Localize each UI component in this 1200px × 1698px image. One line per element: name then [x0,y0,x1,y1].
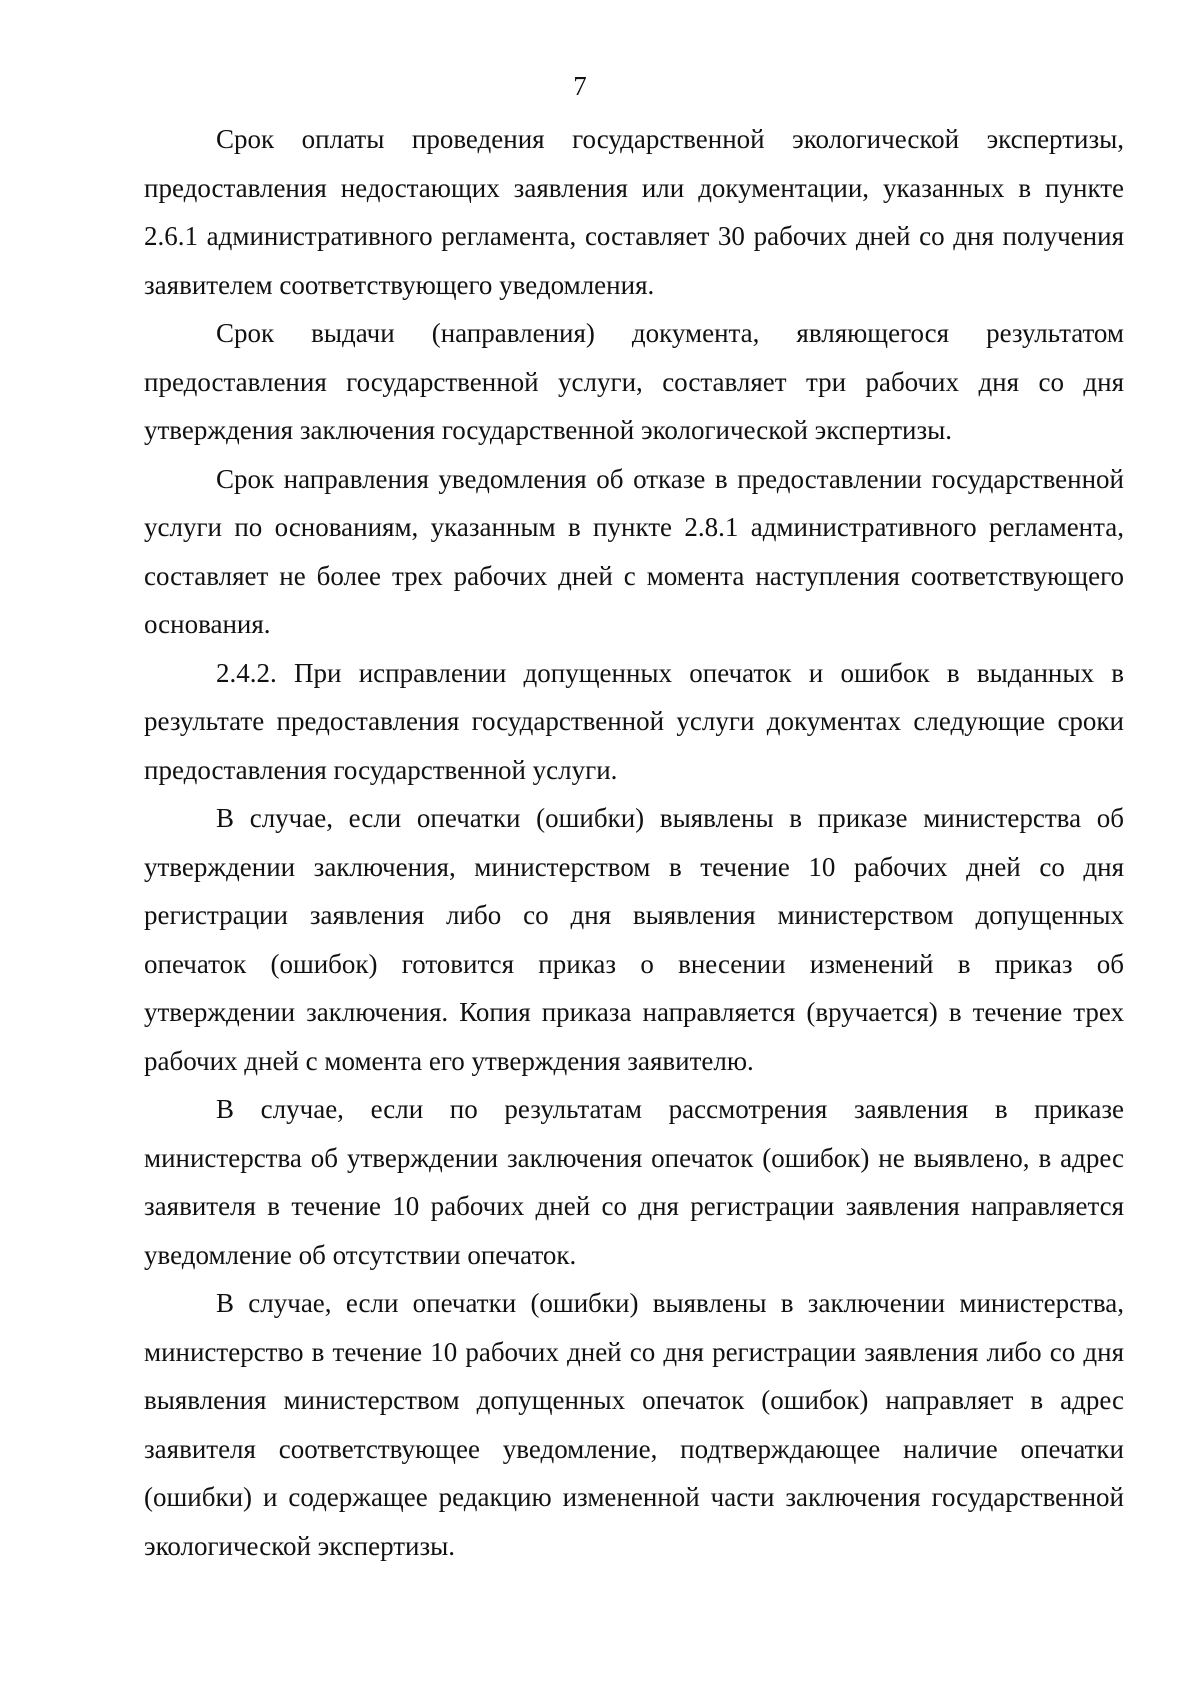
paragraph-section-2-4-2: 2.4.2. При исправлении допущенных опечаток и ошибок в выданных в результате предоставления государственной услуги документах следующие сроки предоставления государственной услуги. [144,657,1124,785]
paragraph-conclusion-typos: В случае, если опечатки (ошибки) выявлены в заключении министерства, министерство в течение 10 рабочих дней со дня регистрации заявления либо со дня выявления министерством допущенных опечаток (ошибок) направляет в адрес заявителя соответствующее уведомление, подтверждающее наличие опечатки (ошибки) и содержащее редакцию измененной части заключения государственной экологической экспертизы. [144,1288,1124,1561]
paragraph-order-typos: В случае, если опечатки (ошибки) выявлены в приказе министерства об утверждении заключения, министерством в течение 10 рабочих дней со дня регистрации заявления либо со дня выявления министерством допущенных опечаток (ошибок) готовится приказ о внесении изменений в приказ об утверждении заключения. Копия приказа направляется (вручается) в течение трех рабочих дней с момента его утверждения заявителю. [144,803,1124,1076]
paragraph-refusal-notice-term: Срок направления уведомления об отказе в предоставлении государственной услуги по основаниям, указанным в пункте 2.8.1 административного регламента, составляет не более трех рабочих дней с момента наступления соответствующего основания. [144,463,1124,639]
document-body [144,115,1124,1570]
paragraph-no-typos-found: В случае, если по результатам рассмотрения заявления в приказе министерства об утверждении заключения опечаток (ошибок) не выявлено, в адрес заявителя в течение 10 рабочих дней со дня регистрации заявления направляется уведомление об отсутствии опечаток. [144,1094,1124,1270]
page-number: 7 [573,71,587,101]
paragraph-issuance-term: Срок выдачи (направления) документа, являющегося результатом предоставления государственной услуги, составляет три рабочих дня со дня утверждения заключения государственной экологической экспертизы. [144,318,1124,445]
paragraph-payment-term: Срок оплаты проведения государственной экологической экспертизы, предоставления недостающих заявления или документации, указанных в пункте 2.6.1 административного регламента, составляет 30 рабочих дней со дня получения заявителем соответствующего уведомления. [144,124,1124,300]
